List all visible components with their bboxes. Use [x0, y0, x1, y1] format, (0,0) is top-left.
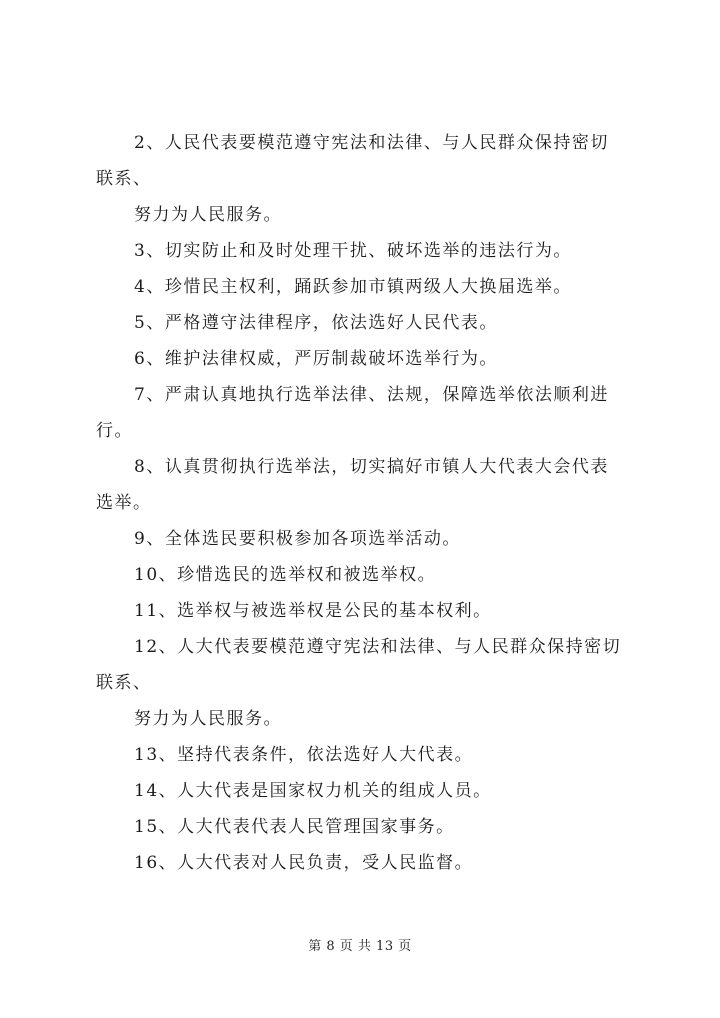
- slogan-8-line-1: 8、认真贯彻执行选举法，切实搞好市镇人大代表大会代表: [134, 457, 609, 477]
- slogan-5: 5、严格遵守法律程序，依法选好人民代表。: [134, 313, 498, 333]
- slogan-4: 4、珍惜民主权利，踊跃参加市镇两级人大换届选举。: [134, 277, 572, 297]
- slogan-7-line-1: 7、严肃认真地执行选举法律、法规，保障选举依法顺利进: [134, 385, 609, 405]
- slogan-11: 11、选举权与被选举权是公民的基本权利。: [134, 601, 492, 621]
- document-body: [96, 131, 666, 876]
- slogan-16: 16、人大代表对人民负责，受人民监督。: [134, 853, 474, 873]
- slogan-2-line-3: 努力为人民服务。: [134, 205, 282, 225]
- slogan-12-line-2: 联系、: [96, 673, 152, 693]
- slogan-2-line-2: 联系、: [96, 169, 152, 189]
- slogan-15: 15、人大代表代表人民管理国家事务。: [134, 817, 455, 837]
- slogan-2-line-1: 2、人民代表要模范遵守宪法和法律、与人民群众保持密切: [134, 133, 609, 153]
- slogan-10: 10、珍惜选民的选举权和被选举权。: [134, 565, 437, 585]
- slogan-3: 3、切实防止和及时处理干扰、破坏选举的违法行为。: [134, 241, 572, 261]
- slogan-12-line-3: 努力为人民服务。: [134, 709, 282, 729]
- slogan-14: 14、人大代表是国家权力机关的组成人员。: [134, 781, 492, 801]
- slogan-9: 9、全体选民要积极参加各项选举活动。: [134, 529, 461, 549]
- slogan-6: 6、维护法律权威，严厉制裁破坏选举行为。: [134, 349, 498, 369]
- slogan-13: 13、坚持代表条件，依法选好人大代表。: [134, 745, 474, 765]
- page-number-footer: 第 8 页 共 13 页: [308, 939, 412, 954]
- slogan-8-line-2: 选举。: [96, 493, 152, 513]
- slogan-7-line-2: 行。: [96, 421, 133, 441]
- slogan-12-line-1: 12、人大代表要模范遵守宪法和法律、与人民群众保持密切: [134, 637, 622, 657]
